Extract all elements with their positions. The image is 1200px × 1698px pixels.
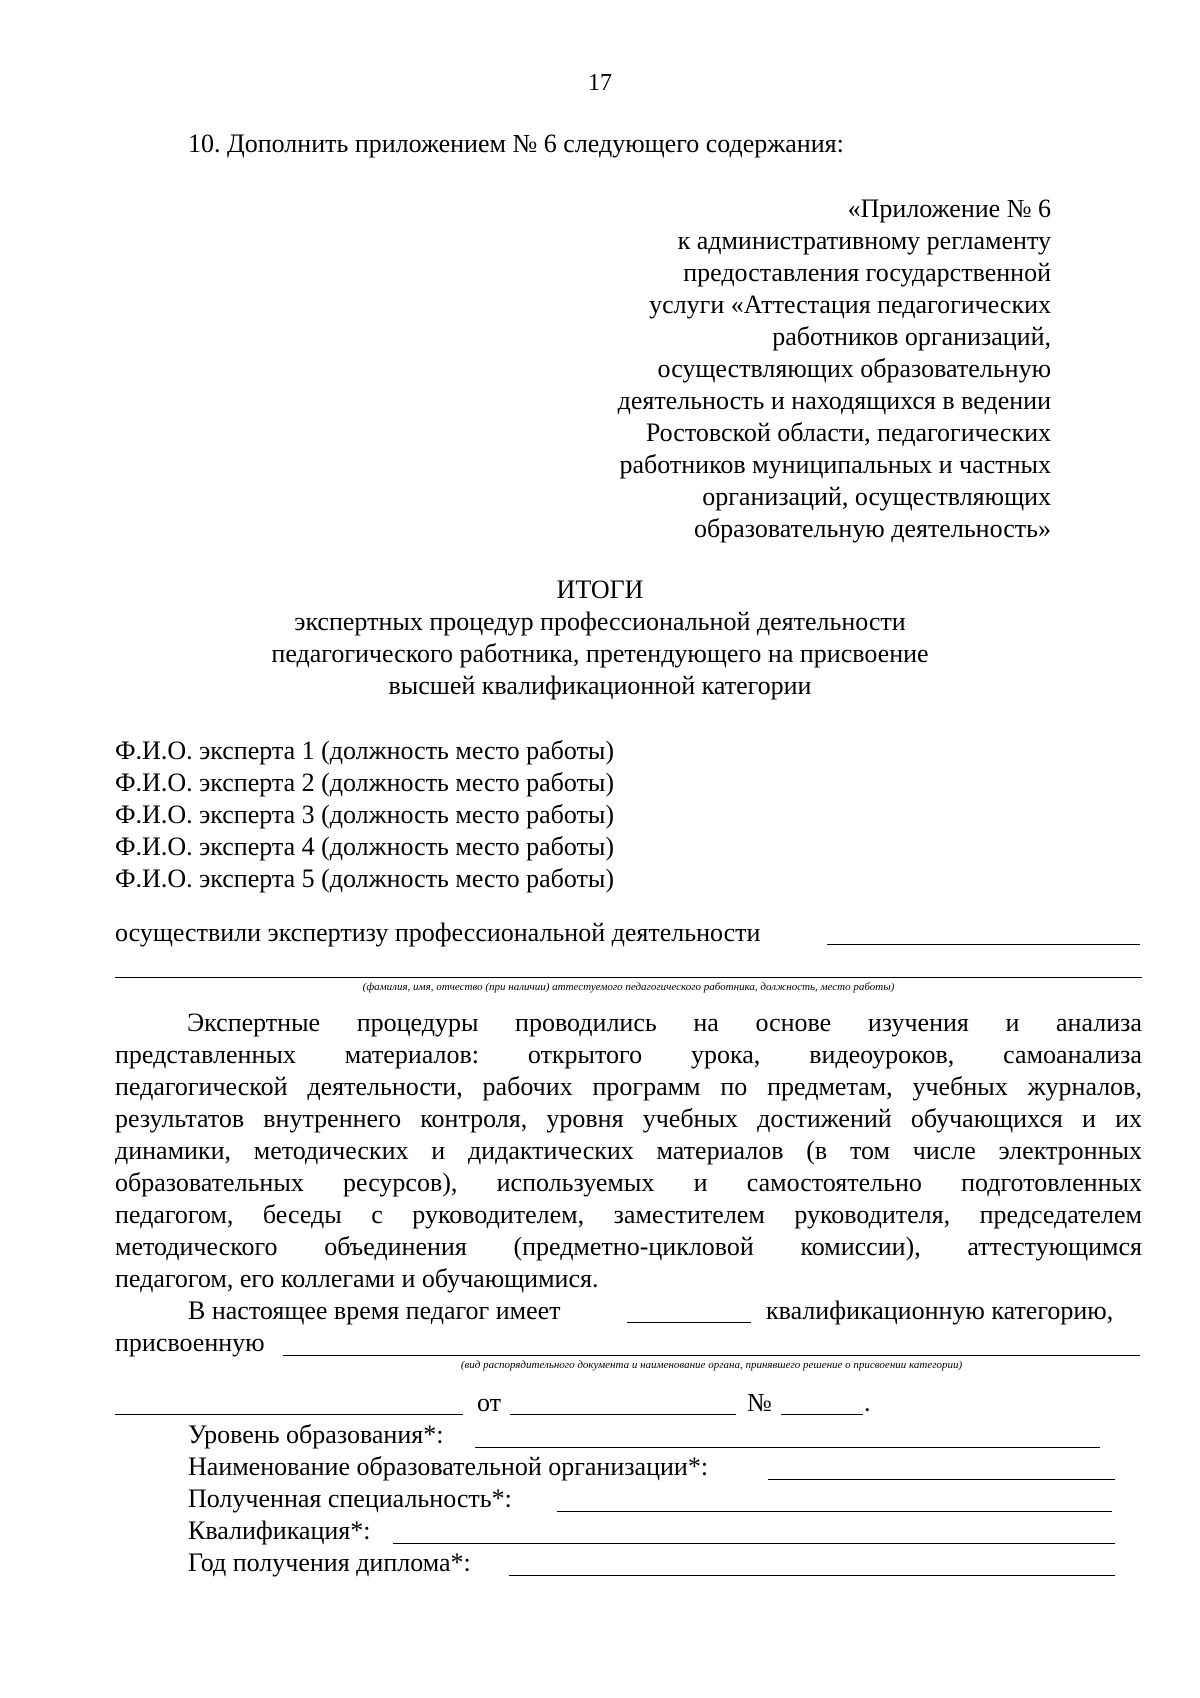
paragraph-line: динамики, методических и дидактических материалов (в том числе электронных bbox=[115, 1136, 1142, 1165]
appendix-line: услуги «Аттестация педагогических bbox=[649, 290, 1051, 319]
category-blank-line[interactable] bbox=[627, 1322, 751, 1323]
title-subline: педагогического работника, претендующего на присвоение bbox=[271, 639, 929, 668]
specialty-label: Полученная специальность*: bbox=[188, 1484, 512, 1513]
institution-name-line[interactable] bbox=[768, 1479, 1115, 1480]
diploma-year-label: Год получения диплома*: bbox=[188, 1548, 471, 1577]
experts-list bbox=[115, 735, 614, 895]
attested-teacher-caption: (фамилия, имя, отчество (при наличии) аттестуемого педагогического работника, должность, место работы) bbox=[362, 981, 895, 993]
document-number-line[interactable] bbox=[781, 1414, 863, 1415]
appendix-reference bbox=[618, 193, 1051, 545]
assigned-label: присвоенную bbox=[115, 1328, 265, 1357]
expertise-blank-line[interactable] bbox=[827, 944, 1140, 945]
specialty-line[interactable] bbox=[557, 1511, 1112, 1512]
paragraph-line: результатов внутреннего контроля, уровня учебных достижений обучающихся и их bbox=[115, 1104, 1142, 1133]
appendix-line: работников организаций, bbox=[772, 322, 1051, 351]
paragraph-line: Экспертные процедуры проводились на основе изучения и анализа bbox=[187, 1008, 1142, 1037]
title-subline: экспертных процедур профессиональной деятельности bbox=[294, 607, 906, 636]
number-sign: № bbox=[747, 1388, 772, 1417]
procedures-paragraph bbox=[115, 1007, 1142, 1295]
paragraph-line: образовательных ресурсов), используемых и самостоятельно подготовленных bbox=[115, 1168, 1142, 1197]
appendix-line: работников муниципальных и частных bbox=[619, 450, 1051, 479]
date-from-label: от bbox=[477, 1388, 502, 1417]
document-date-line[interactable] bbox=[510, 1414, 736, 1415]
expert-line: Ф.И.О. эксперта 1 (должность место работы) bbox=[115, 736, 615, 765]
document-title: ИТОГИ bbox=[556, 575, 644, 604]
paragraph-line: педагогом, его коллегами и обучающимися. bbox=[115, 1264, 599, 1293]
qualification-line[interactable] bbox=[393, 1543, 1115, 1544]
category-after-label: квалификационную категорию, bbox=[766, 1296, 1114, 1325]
expert-line: Ф.И.О. эксперта 4 (должность место работы) bbox=[115, 832, 615, 861]
appendix-line: предоставления государственной bbox=[683, 258, 1051, 287]
category-before-label: В настоящее время педагог имеет bbox=[188, 1296, 561, 1325]
diploma-year-line[interactable] bbox=[509, 1575, 1115, 1576]
assigned-document-line[interactable] bbox=[283, 1355, 1140, 1356]
expert-line: Ф.И.О. эксперта 2 (должность место работы) bbox=[115, 768, 615, 797]
paragraph-line: педагогом, беседы с руководителем, заместителем руководителя, председателем bbox=[115, 1200, 1142, 1229]
expert-line: Ф.И.О. эксперта 3 (должность место работы) bbox=[115, 800, 615, 829]
assigned-document-caption: (вид распорядительного документа и наименование органа, принявшего решение о присвоении категории) bbox=[460, 1359, 963, 1371]
paragraph-line: педагогической деятельности, рабочих программ по предметам, учебных журналов, bbox=[115, 1072, 1142, 1101]
paragraph-line: методического объединения (предметно-цикловой комиссии), аттестующимся bbox=[115, 1232, 1142, 1261]
appendix-line: деятельность и находящихся в ведении bbox=[617, 386, 1051, 415]
institution-name-label: Наименование образовательной организации*: bbox=[188, 1452, 709, 1481]
education-level-line[interactable] bbox=[475, 1447, 1100, 1448]
appendix-line: образовательную деятельность» bbox=[693, 514, 1051, 543]
appendix-line: Ростовской области, педагогических bbox=[645, 418, 1051, 447]
paragraph-line: представленных материалов: открытого урока, видеоуроков, самоанализа bbox=[115, 1040, 1142, 1069]
document-name-line[interactable] bbox=[115, 1414, 463, 1415]
page-number: 17 bbox=[588, 70, 612, 96]
title-subline: высшей квалификационной категории bbox=[388, 671, 812, 700]
appendix-line: организаций, осуществляющих bbox=[702, 482, 1051, 511]
attested-teacher-line[interactable] bbox=[115, 977, 1142, 978]
education-level-label: Уровень образования*: bbox=[188, 1420, 444, 1449]
number-period: . bbox=[864, 1388, 871, 1417]
expertise-label: осуществили экспертизу профессиональной деятельности bbox=[115, 918, 761, 947]
appendix-line: «Приложение № 6 bbox=[847, 194, 1051, 223]
intro-instruction: 10. Дополнить приложением № 6 следующего содержания: bbox=[188, 129, 844, 158]
qualification-label: Квалификация*: bbox=[188, 1516, 371, 1545]
expert-line: Ф.И.О. эксперта 5 (должность место работы) bbox=[115, 864, 615, 893]
appendix-line: к административному регламенту bbox=[677, 226, 1051, 255]
appendix-line: осуществляющих образовательную bbox=[657, 354, 1051, 383]
